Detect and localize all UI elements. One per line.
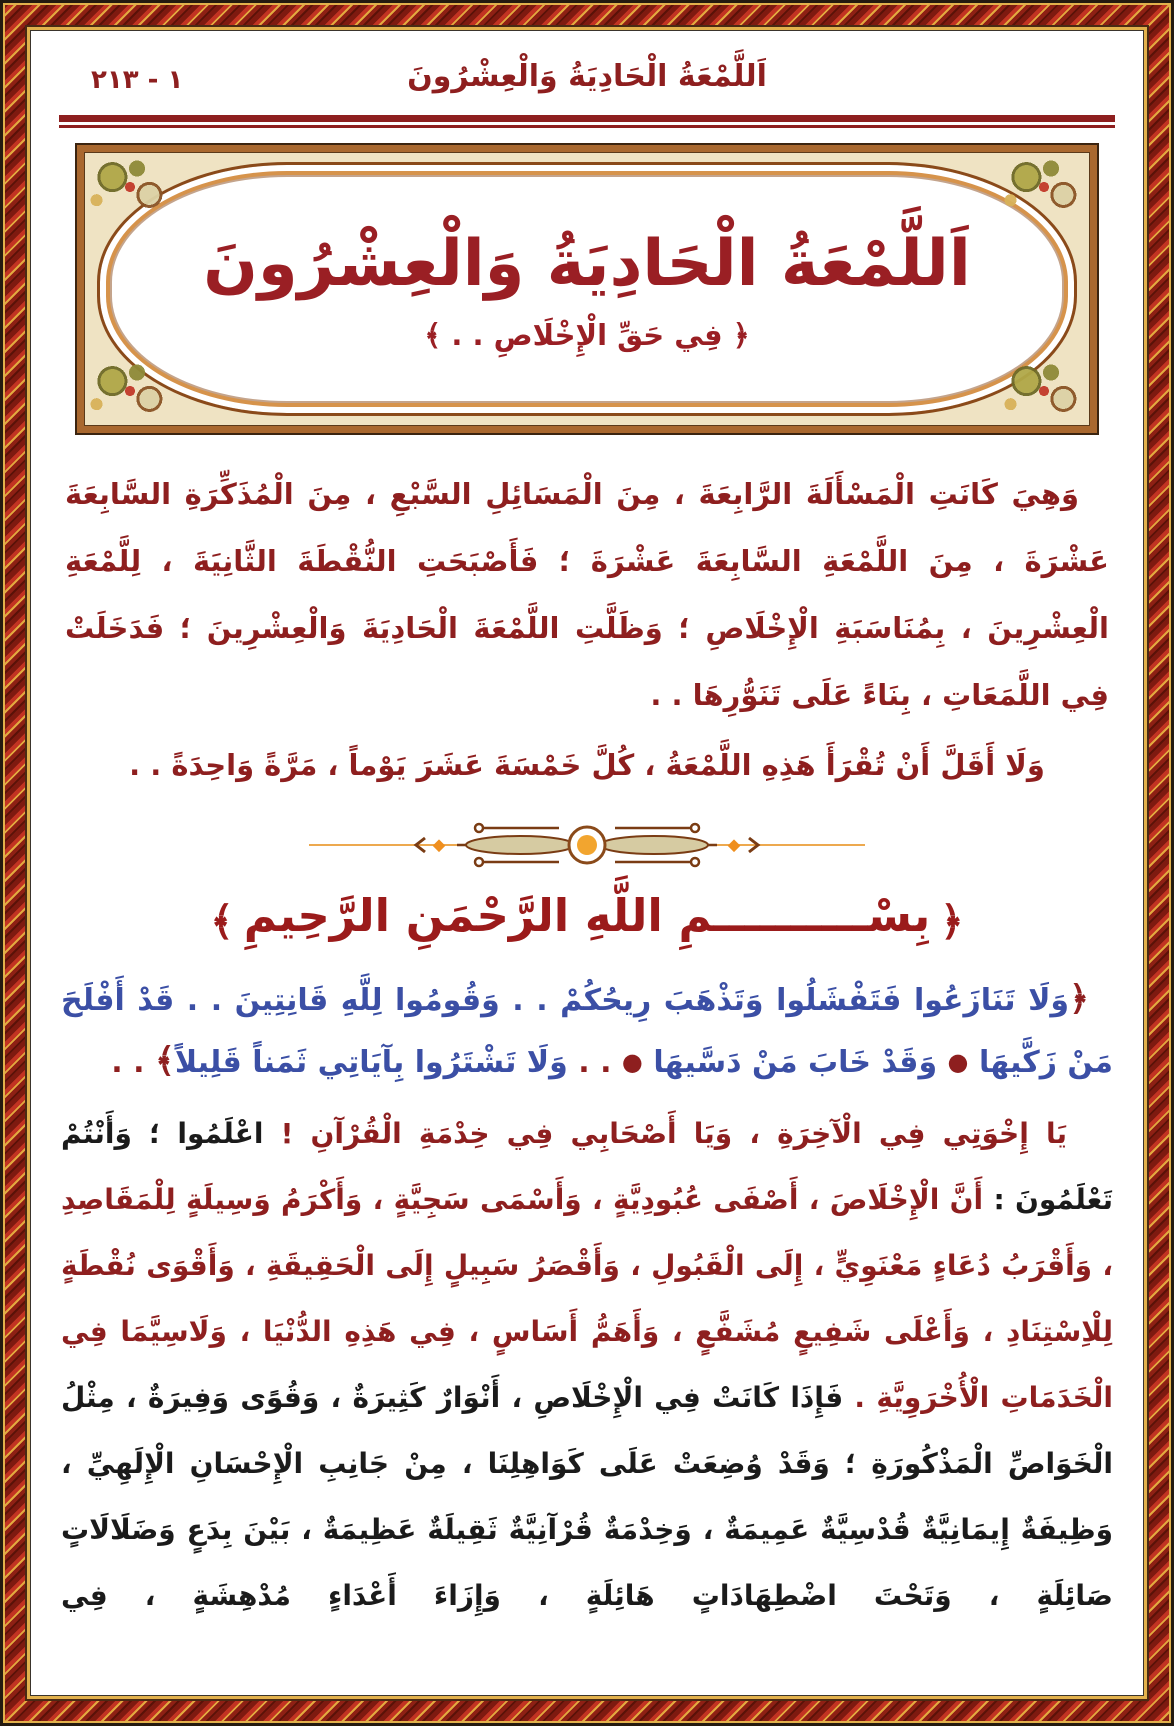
address-to-brothers: يَا إِخْوَتِي فِي الْآخِرَةِ ، وَيَا أَصْحَابِي فِي خِدْمَةِ الْقُرْآنِ !: [263, 1117, 1067, 1150]
title-box-arch-panel: [97, 162, 1077, 416]
body-continuation: فَإِذَا كَانَتْ فِي الْإِخْلَاصِ ، أَنْوَارٌ كَثِيرَةٌ ، وَقُوًى وَفِيرَةٌ ، مِثْلُ الْخَوَاصِّ الْمَذْكُورَةِ ؛ وَقَدْ وُضِعَتْ عَلَى كَوَاهِلِنَا ، مِنْ جَانِبِ الْإِحْسَانِ الْإِلَهِيِّ ، وَظِيفَةٌ إِيمَانِيَّةٌ قُدْسِيَّةٌ عَمِيمَةٌ ، وَخِدْمَةٌ قُرْآنِيَّةٌ ثَقِيلَةٌ عَظِيمَةٌ ، بَيْنَ بِدَعٍ وَضَلَالَاتٍ صَائِلَةٍ ، وَتَحْتَ اضْطِهَادَاتٍ هَائِلَةٍ ، وَإِزَاءَ أَعْدَاءٍ مُدْهِشَةٍ ، فِي: [61, 1381, 1113, 1612]
quran-verse: [61, 969, 1113, 1093]
know-imperative: اعْلَمُوا ؛ وَأَنْتُمْ تَعْلَمُونَ :: [61, 1117, 1113, 1216]
running-title: اَللَّمْعَةُ الْحَادِيَةُ وَالْعِشْرُونَ: [407, 59, 767, 94]
verse-text-3: وَلَا تَشْتَرُوا بِآيَاتِي ثَمَناً قَلِيلاً: [174, 1045, 568, 1080]
header-double-rule: [59, 115, 1115, 128]
title-box-cream-band: [84, 152, 1090, 426]
page-number: ١ - ٢١٣: [91, 65, 184, 95]
floral-corner-ornament-icon: [1000, 358, 1088, 424]
basmala-left-bracket-icon: ﴾: [210, 899, 234, 945]
page-body: [30, 30, 1144, 1696]
basmala-right-bracket-icon: ﴿: [940, 899, 964, 945]
verse-text-2: وَقَدْ خَابَ مَنْ دَسَّيهَا: [642, 1045, 948, 1080]
floral-corner-ornament-icon: [86, 358, 174, 424]
chapter-title: اَللَّمْعَةُ الْحَادِيَةُ وَالْعِشْرُونَ: [203, 226, 971, 301]
chapter-subtitle: ﴿ فِي حَقِّ الْإِخْلَاصِ . . ﴾: [424, 318, 750, 353]
reading-advice-line: وَلَا أَقَلَّ أَنْ تُقْرَأَ هَذِهِ اللَّمْعَةُ ، كُلَّ خَمْسَةَ عَشَرَ يَوْماً ، مَرَّةً وَاحِدَةً . .: [129, 748, 1045, 782]
divider-ornament-icon: [307, 817, 867, 873]
verse-end-dots: . .: [111, 1045, 155, 1080]
verse-rosette-icon: ●: [947, 1048, 969, 1076]
floral-corner-ornament-icon: [1000, 154, 1088, 220]
verse-close-bracket-icon: ﴾: [154, 1041, 175, 1081]
basmala-text: بِسْــــــــــمِ اللَّهِ الرَّحْمَنِ الرَّحِيمِ: [243, 889, 931, 942]
verse-open-bracket-icon: ﴿: [1069, 979, 1089, 1019]
verse-rosette-icon: ●: [621, 1048, 643, 1076]
basmala-calligraphy: [57, 889, 1117, 945]
floral-corner-ornament-icon: [86, 154, 174, 220]
ikhlas-virtues: أَنَّ الْإِخْلَاصَ ، أَصْفَى عُبُودِيَّةٍ ، وَأَسْمَى سَجِيَّةٍ ، وَأَكْرَمُ وَسِيلَةٍ لِلْمَقَاصِدِ ، وَأَقْرَبُ دُعَاءٍ مَعْنَوِيٍّ ، إِلَى الْقَبُولِ ، وَأَقْصَرُ سَبِيلٍ إِلَى الْحَقِيقَةِ ، وَأَقْوَى نُقْطَةٍ لِلْاِسْتِنَادِ ، وَأَعْلَى شَفِيعٍ مُشَفَّعٍ ، وَأَهَمُّ أَسَاسٍ ، فِي هَذِهِ الدُّنْيَا ، وَلَاسِيَّمَا فِي الْخَدَمَاتِ الْأُخْرَوِيَّةِ .: [61, 1183, 1113, 1414]
body-paragraph: [61, 1101, 1113, 1629]
verse-dots: . .: [567, 1045, 622, 1080]
verse-text-1: وَلَا تَنَازَعُوا فَتَفْشَلُوا وَتَذْهَبَ رِيحُكُمْ . . وَقُومُوا لِلَّهِ قَانِتِينَ . . قَدْ أَفْلَحَ مَنْ زَكَّيهَا: [61, 983, 1113, 1080]
intro-paragraph: وَهِيَ كَانَتِ الْمَسْأَلَةَ الرَّابِعَةَ ، مِنَ الْمَسَائِلِ السَّبْعِ ، مِنَ الْمُذَكِّرَةِ السَّابِعَةَ عَشْرَةَ ، مِنَ اللَّمْعَةِ السَّابِعَةَ عَشْرَةَ ؛ فَأَصْبَحَتِ النُّقْطَةَ الثَّانِيَةَ ، لِلَّمْعَةِ الْعِشْرِينَ ، بِمُنَاسَبَةِ الْإِخْلَاصِ ؛ وَظَلَّتِ اللَّمْعَةَ الْحَادِيَةَ وَالْعِشْرِينَ ؛ فَدَخَلَتْ فِي اللَّمَعَاتِ ، بِنَاءً عَلَى تَنَوُّرِهَا . .: [65, 477, 1109, 712]
page-header: [57, 51, 1117, 105]
chapter-title-box: [75, 143, 1099, 435]
